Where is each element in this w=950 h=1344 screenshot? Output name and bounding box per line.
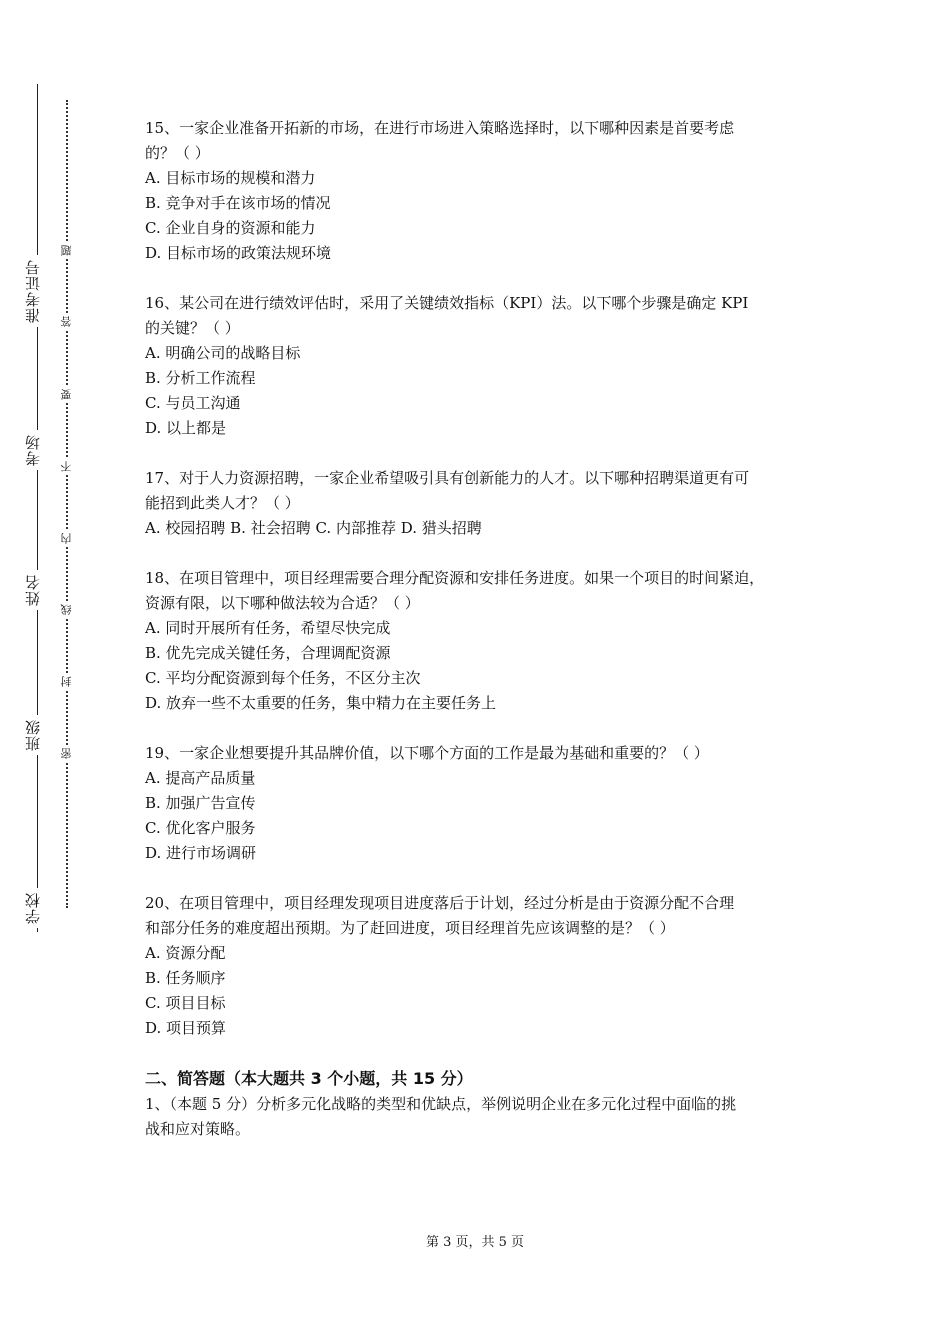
option-b: B. 加强广告宣传 [145, 794, 256, 812]
option-d: D. 项目预算 [145, 1019, 227, 1037]
option-a: A. 提高产品质量 [145, 769, 256, 787]
short-answer-section [145, 1066, 825, 1142]
option-a: A. 目标市场的规模和潜力 [145, 169, 316, 187]
binding-margin [0, 0, 110, 1344]
seal-char: 封 [59, 673, 75, 690]
question-20 [145, 891, 825, 1041]
option-b: B. 竞争对手在该市场的情况 [145, 194, 331, 212]
option-b: B. 分析工作流程 [145, 369, 256, 387]
question-stem: 16、某公司在进行绩效评估时，采用了关键绩效指标（KPI）法。以下哪个步骤是确定 KPI [145, 294, 749, 312]
question-stem: 15、一家企业准备开拓新的市场，在进行市场进入策略选择时，以下哪种因素是首要考虑 [145, 119, 735, 137]
question-19 [145, 741, 825, 866]
seal-char: 线 [59, 601, 75, 618]
page-number: 第 3 页，共 5 页 [425, 1235, 525, 1250]
question-17 [145, 466, 825, 541]
question-stem: 19、一家企业想要提升其品牌价值，以下哪个方面的工作是最为基础和重要的？（ ） [145, 744, 709, 762]
question-stem: 资源有限，以下哪种做法较为合适？（ ） [145, 594, 420, 612]
option-c: C. 与员工沟通 [145, 394, 241, 412]
label-name: 姓名 [22, 570, 52, 610]
option-c: C. 企业自身的资源和能力 [145, 219, 316, 237]
short-answer-q1: 1、（本题 5 分）分析多元化战略的类型和优缺点，举例说明企业在多元化过程中面临的挑 [145, 1095, 737, 1113]
option-d: D. 目标市场的政策法规环境 [145, 244, 332, 262]
exam-content [145, 116, 825, 1142]
seal-char: 要 [59, 386, 75, 403]
question-16 [145, 291, 825, 441]
option-c: C. 优化客户服务 [145, 819, 256, 837]
option-b: B. 优先完成关键任务，合理调配资源 [145, 644, 391, 662]
option-c: C. 平均分配资源到每个任务，不区分主次 [145, 669, 421, 687]
question-stem: 18、在项目管理中，项目经理需要合理分配资源和安排任务进度。如果一个项目的时间紧迫， [145, 569, 765, 587]
question-15 [145, 116, 825, 266]
seal-char: 密 [59, 745, 75, 762]
seal-char: 内 [59, 530, 75, 547]
options-inline: A. 校园招聘 B. 社会招聘 C. 内部推荐 D. 猎头招聘 [145, 519, 482, 537]
option-d: D. 以上都是 [145, 419, 227, 437]
seal-char: 题 [59, 242, 75, 259]
section-title: 二、简答题（本大题共 3 个小题，共 15 分） [145, 1069, 473, 1088]
label-school: 学校 [22, 888, 52, 928]
question-stem: 的关键？（ ） [145, 319, 240, 337]
question-stem: 的？（ ） [145, 144, 210, 162]
short-answer-q1: 战和应对策略。 [145, 1120, 251, 1138]
question-stem: 20、在项目管理中，项目经理发现项目进度落后于计划，经过分析是由于资源分配不合理 [145, 894, 735, 912]
label-exam-number: 准考证号 [22, 255, 52, 327]
option-d: D. 进行市场调研 [145, 844, 257, 862]
question-stem: 能招到此类人才？（ ） [145, 494, 300, 512]
option-a: A. 资源分配 [145, 944, 226, 962]
question-stem: 17、对于人力资源招聘，一家企业希望吸引具有创新能力的人才。以下哪种招聘渠道更有可 [145, 469, 750, 487]
option-d: D. 放弃一些不太重要的任务，集中精力在主要任务上 [145, 694, 497, 712]
binding-solid-line [37, 84, 38, 932]
option-c: C. 项目目标 [145, 994, 226, 1012]
question-stem: 和部分任务的难度超出预期。为了赶回进度，项目经理首先应该调整的是？（ ） [145, 919, 675, 937]
label-class: 班级 [22, 715, 52, 755]
option-a: A. 明确公司的战略目标 [145, 344, 301, 362]
label-exam-room: 考场 [22, 430, 52, 470]
seal-char: 不 [59, 458, 75, 475]
seal-char: 答 [59, 313, 75, 330]
option-a: A. 同时开展所有任务，希望尽快完成 [145, 619, 391, 637]
option-b: B. 任务顺序 [145, 969, 226, 987]
question-18 [145, 566, 825, 716]
seal-dotted-line [66, 100, 68, 908]
